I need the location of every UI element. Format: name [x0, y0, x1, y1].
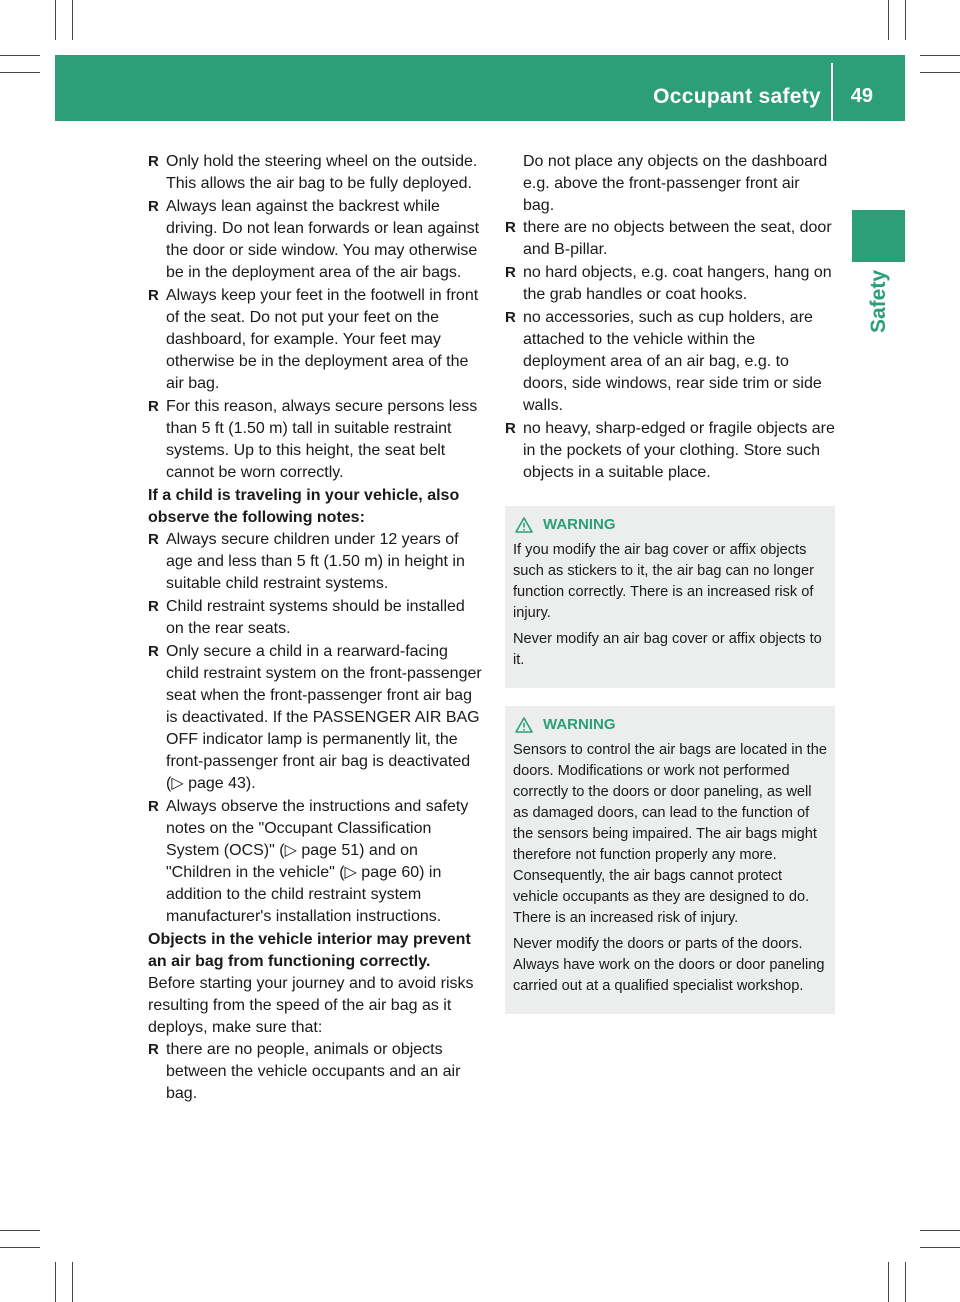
crop-mark [0, 72, 40, 73]
list-item [148, 285, 483, 395]
list-item-text: Only hold the steering wheel on the outside. This allows the air bag to be fully deployed. [166, 153, 478, 192]
warning-text: Never modify the doors or parts of the doors. Always have work on the doors or door paneling carried out at a qualified specialist workshop. [513, 936, 825, 994]
warning-box [505, 506, 835, 688]
crop-mark [0, 55, 40, 56]
bullet-icon: R [148, 798, 159, 815]
left-column [148, 151, 483, 1106]
bullet-icon: R [148, 1041, 159, 1058]
list-item [505, 217, 835, 261]
list-item [148, 596, 483, 640]
bullet-icon: R [148, 153, 159, 170]
bullet-icon: R [148, 287, 159, 304]
bullet-icon: R [505, 264, 516, 281]
list-item-text: Only secure a child in a rearward-facing child restraint system on the front-passenger seat when the front-passenger front air bag is deactivated. If the PASSENGER AIR BAG OFF indicator lamp is permanently lit, the front-passenger front air bag is deactivated (▷ page 43). [166, 643, 482, 792]
section-title: Occupant safety [653, 85, 821, 108]
bullet-icon: R [148, 643, 159, 660]
crop-mark [920, 1230, 960, 1231]
crop-mark [0, 1247, 40, 1248]
list-item [505, 418, 835, 484]
section-heading: If a child is traveling in your vehicle, also observe the following notes: [148, 487, 460, 526]
crop-mark [72, 1262, 73, 1302]
continued-text: Do not place any objects on the dashboard e.g. above the front-passenger front air bag. [523, 153, 828, 214]
warning-text: Never modify an air bag cover or affix objects to it. [513, 631, 822, 668]
bullet-icon: R [505, 219, 516, 236]
crop-mark [72, 0, 73, 40]
list-item-text: there are no objects between the seat, door and B-pillar. [523, 219, 832, 258]
list-item [505, 307, 835, 417]
warning-header [513, 514, 827, 535]
bullet-icon: R [148, 598, 159, 615]
warning-title: WARNING [543, 716, 616, 733]
list-item [148, 641, 483, 795]
warning-text: Sensors to control the air bags are located in the doors. Modifications or work not performed correctly to the doors or door paneling, as well as damaged doors, can lead to the function of the sensors being impaired. The air bags might therefore not function properly any more. Consequently, the air bags cannot protect vehicle occupants as they are designed to do. There is an increased risk of injury. [513, 742, 827, 926]
list-item-text: Child restraint systems should be installed on the rear seats. [166, 598, 465, 637]
list-item [148, 151, 483, 195]
crop-mark [920, 72, 960, 73]
page-number: 49 [850, 85, 873, 107]
page-header [55, 55, 905, 121]
crop-mark [0, 1230, 40, 1231]
list-item [148, 196, 483, 284]
list-item-text: Always secure children under 12 years of age and less than 5 ft (1.50 m) in height in suitable child restraint systems. [166, 531, 465, 592]
crop-mark [905, 1262, 906, 1302]
bullet-icon: R [505, 309, 516, 326]
warning-text: If you modify the air bag cover or affix objects such as stickers to it, the air bag can no longer function correctly. There is an increased risk of injury. [513, 542, 814, 621]
bullet-icon: R [148, 198, 159, 215]
chapter-label: Safety [867, 269, 890, 333]
list-item-text: Always lean against the backrest while driving. Do not lean forwards or lean against the door or side window. You may otherwise be in the deployment area of the air bags. [166, 198, 480, 281]
warning-triangle-icon [515, 517, 533, 533]
crop-mark [920, 55, 960, 56]
crop-mark [55, 1262, 56, 1302]
list-item-text: Always observe the instructions and safety notes on the "Occupant Classification System (OCS)" (▷ page 51) and on "Children in the vehicle" (▷ page 60) in addition to the child restraint system manufacturer's installation instructions. [166, 798, 469, 925]
right-column [505, 151, 835, 1032]
list-item [148, 796, 483, 928]
list-item [148, 396, 483, 484]
warning-box [505, 706, 835, 1014]
body-paragraph: Before starting your journey and to avoid risks resulting from the speed of the air bag as it deploys, make sure that: [148, 975, 474, 1036]
list-item [148, 529, 483, 595]
crop-mark [55, 0, 56, 40]
list-item-text: no heavy, sharp-edged or fragile objects are in the pockets of your clothing. Store such objects in a suitable place. [523, 420, 835, 481]
section-heading: Objects in the vehicle interior may prevent an air bag from functioning correctly. [148, 931, 471, 970]
chapter-tab [852, 210, 905, 262]
crop-mark [888, 1262, 889, 1302]
crop-mark [920, 1247, 960, 1248]
warning-title: WARNING [543, 516, 616, 533]
bullet-icon: R [148, 531, 159, 548]
list-item-text: For this reason, always secure persons less than 5 ft (1.50 m) tall in suitable restraint systems. Up to this height, the seat belt cannot be worn correctly. [166, 398, 478, 481]
crop-mark [905, 0, 906, 40]
list-item-text: no hard objects, e.g. coat hangers, hang on the grab handles or coat hooks. [523, 264, 832, 303]
list-item-text: Always keep your feet in the footwell in front of the seat. Do not put your feet on the dashboard, for example. Your feet may otherwise be in the deployment area of the air bag. [166, 287, 479, 392]
list-item [505, 262, 835, 306]
bullet-icon: R [148, 398, 159, 415]
warning-header [513, 714, 827, 735]
list-item-text: no accessories, such as cup holders, are attached to the vehicle within the deployment area of an air bag, e.g. to doors, side windows, rear side trim or side walls. [523, 309, 822, 414]
header-divider [831, 63, 833, 121]
bullet-icon: R [505, 420, 516, 437]
list-item [148, 1039, 483, 1105]
crop-mark [888, 0, 889, 40]
warning-triangle-icon [515, 717, 533, 733]
list-item-text: there are no people, animals or objects between the vehicle occupants and an air bag. [166, 1041, 461, 1102]
